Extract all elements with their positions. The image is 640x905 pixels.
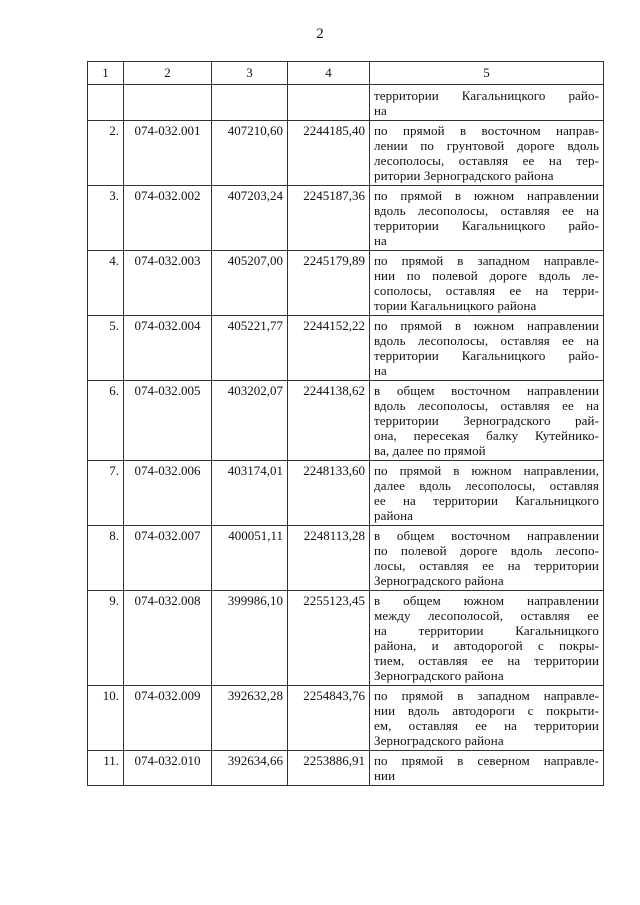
row-number: 5.: [88, 316, 124, 381]
description-line: на: [374, 233, 387, 248]
description-line: района, и автодорогой с покры-: [374, 638, 599, 653]
coordinate-y: 2245187,36: [288, 186, 370, 251]
description-line: между лесополосой, оставляя ее: [374, 608, 599, 623]
description-line: она, пересекая балку Кутейнико-: [374, 428, 599, 443]
coordinate-x: 400051,11: [212, 526, 288, 591]
coordinate-y: 2244138,62: [288, 381, 370, 461]
description-line: лосы, оставляя ее на территории: [374, 558, 599, 573]
row-number: 2.: [88, 121, 124, 186]
description-line: сополосы, оставляя ее на терри-: [374, 283, 599, 298]
table-row: [88, 381, 604, 461]
description-line: территории Кагальницкого райо-: [374, 348, 599, 363]
coordinate-x: 392634,66: [212, 751, 288, 786]
description-line: нии вдоль автодороги с покрыти-: [374, 703, 599, 718]
boundary-points-table: [87, 61, 604, 786]
table-header-row: [88, 62, 604, 85]
description-line: Зерноградского района: [374, 733, 504, 748]
description-cell: [370, 121, 604, 186]
row-number: 6.: [88, 381, 124, 461]
coordinate-x: 403202,07: [212, 381, 288, 461]
coordinate-x: 407203,24: [212, 186, 288, 251]
column-header-4: 4: [288, 62, 370, 85]
coordinate-x: 403174,01: [212, 461, 288, 526]
description-line: территории Кагальницкого райо-: [374, 218, 599, 233]
description-line: тием, оставляя ее на территории: [374, 653, 599, 668]
description-line: вдоль лесополосы, оставляя ее на: [374, 398, 599, 413]
description-line: территории Кагальницкого райо-: [374, 88, 599, 103]
description-line: на: [374, 103, 387, 118]
coordinate-y: 2253886,91: [288, 751, 370, 786]
description-cell: [370, 461, 604, 526]
point-code: 074-032.006: [124, 461, 212, 526]
table-row: [88, 251, 604, 316]
empty-cell: [212, 85, 288, 121]
table-row: [88, 526, 604, 591]
table-row: [88, 316, 604, 381]
description-line: района: [374, 508, 414, 523]
description-line: далее вдоль лесополосы, оставляя: [374, 478, 599, 493]
description-line: вдоль лесополосы, оставляя ее на: [374, 333, 599, 348]
description-line: вдоль лесополосы, оставляя ее на: [374, 203, 599, 218]
coordinate-x: 392632,28: [212, 686, 288, 751]
description-cell: [370, 85, 604, 121]
coordinate-y: 2245179,89: [288, 251, 370, 316]
point-code: 074-032.007: [124, 526, 212, 591]
table-row: [88, 186, 604, 251]
description-line: ритории Зерноградского района: [374, 168, 554, 183]
description-line: ее на территории Кагальницкого: [374, 493, 599, 508]
coordinate-x: 405207,00: [212, 251, 288, 316]
row-number: 10.: [88, 686, 124, 751]
description-cell: [370, 526, 604, 591]
description-line: по прямой в южном направлении: [374, 318, 599, 333]
coordinate-y: 2248133,60: [288, 461, 370, 526]
table-row: [88, 461, 604, 526]
point-code: 074-032.009: [124, 686, 212, 751]
empty-cell: [288, 85, 370, 121]
description-line: нии по полевой дороге вдоль ле-: [374, 268, 599, 283]
coordinate-y: 2255123,45: [288, 591, 370, 686]
coordinate-y: 2254843,76: [288, 686, 370, 751]
description-line: по прямой в западном направле-: [374, 688, 599, 703]
description-cell: [370, 251, 604, 316]
empty-cell: [124, 85, 212, 121]
description-line: ва, далее по прямой: [374, 443, 486, 458]
table-row: [88, 591, 604, 686]
description-line: Зерноградского района: [374, 573, 504, 588]
description-cell: [370, 186, 604, 251]
description-line: тории Кагальницкого района: [374, 298, 537, 313]
description-line: по прямой в восточном направ-: [374, 123, 599, 138]
page-number: 2: [316, 26, 324, 42]
description-line: в общем восточном направлении: [374, 383, 599, 398]
description-cell: [370, 591, 604, 686]
coordinate-x: 405221,77: [212, 316, 288, 381]
point-code: 074-032.010: [124, 751, 212, 786]
point-code: 074-032.005: [124, 381, 212, 461]
description-line: на: [374, 363, 387, 378]
description-line: по полевой дороге вдоль лесопо-: [374, 543, 599, 558]
description-line: лесополосы, оставляя ее на тер-: [374, 153, 599, 168]
description-cell: [370, 686, 604, 751]
coordinate-y: 2248113,28: [288, 526, 370, 591]
description-line: территории Зерноградского рай-: [374, 413, 599, 428]
description-line: на территории Кагальницкого: [374, 623, 599, 638]
description-line: в общем южном направлении: [374, 593, 599, 608]
description-line: по прямой в южном направлении: [374, 188, 599, 203]
point-code: 074-032.003: [124, 251, 212, 316]
row-number: 11.: [88, 751, 124, 786]
description-cell: [370, 751, 604, 786]
column-header-5: 5: [370, 62, 604, 85]
point-code: 074-032.008: [124, 591, 212, 686]
description-line: ем, оставляя ее на территории: [374, 718, 599, 733]
description-line: Зерноградского района: [374, 668, 504, 683]
coordinate-x: 399986,10: [212, 591, 288, 686]
description-line: по прямой в южном направлении,: [374, 463, 599, 478]
description-line: по прямой в западном направле-: [374, 253, 599, 268]
coordinate-y: 2244185,40: [288, 121, 370, 186]
column-header-3: 3: [212, 62, 288, 85]
description-cell: [370, 316, 604, 381]
coordinate-x: 407210,60: [212, 121, 288, 186]
column-header-2: 2: [124, 62, 212, 85]
column-header-1: 1: [88, 62, 124, 85]
row-number: 8.: [88, 526, 124, 591]
point-code: 074-032.002: [124, 186, 212, 251]
description-line: в общем восточном направлении: [374, 528, 599, 543]
table-row: [88, 686, 604, 751]
row-number: 7.: [88, 461, 124, 526]
point-code: 074-032.001: [124, 121, 212, 186]
point-code: 074-032.004: [124, 316, 212, 381]
table-row: [88, 121, 604, 186]
row-number: 9.: [88, 591, 124, 686]
description-cell: [370, 381, 604, 461]
table-row: [88, 751, 604, 786]
empty-cell: [88, 85, 124, 121]
description-line: нии: [374, 768, 396, 783]
coordinate-y: 2244152,22: [288, 316, 370, 381]
row-number: 4.: [88, 251, 124, 316]
description-line: по прямой в северном направле-: [374, 753, 599, 768]
continuation-row: [88, 85, 604, 121]
row-number: 3.: [88, 186, 124, 251]
description-line: лении по грунтовой дороге вдоль: [374, 138, 599, 153]
